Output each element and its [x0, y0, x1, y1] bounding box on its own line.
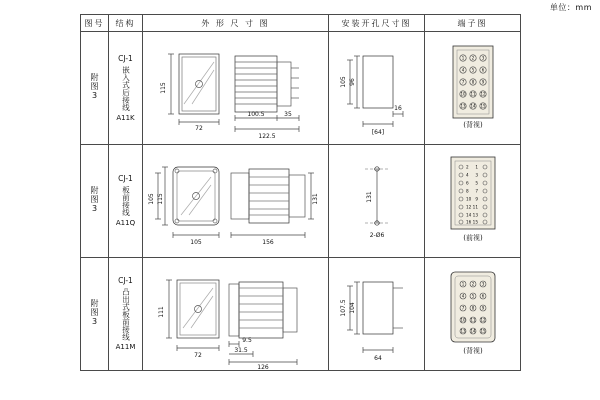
- cell-fig-no: [81, 258, 109, 371]
- fig-no-label: 附图3: [90, 73, 99, 101]
- svg-text:14: 14: [466, 212, 472, 218]
- cell-terminal-drawing: [425, 32, 521, 145]
- cutout-dim-height-inner: 96: [349, 78, 356, 86]
- dim-height-left: 111: [158, 306, 165, 318]
- svg-text:5: 5: [471, 67, 475, 73]
- dim-height-left: 115: [160, 82, 167, 94]
- svg-text:6: 6: [466, 180, 469, 186]
- dim-width-bottom: 105: [190, 239, 202, 246]
- svg-text:10: 10: [466, 196, 472, 202]
- svg-text:2: 2: [471, 281, 475, 287]
- cell-cutout-drawing: [329, 258, 425, 371]
- structure-model: CJ-1: [118, 275, 133, 285]
- svg-text:7: 7: [461, 305, 465, 311]
- svg-text:3: 3: [475, 172, 478, 178]
- svg-text:9: 9: [481, 79, 485, 85]
- terminal-caption: (背视): [463, 121, 483, 129]
- svg-text:8: 8: [471, 79, 475, 85]
- cell-structure: [109, 145, 143, 258]
- table-header-row: [81, 15, 521, 32]
- svg-text:11: 11: [470, 91, 476, 97]
- svg-text:5: 5: [471, 293, 475, 299]
- svg-text:4: 4: [461, 293, 465, 299]
- header-cutout: 安装开孔尺寸图: [329, 15, 425, 32]
- terminal-caption: (背视): [463, 347, 483, 355]
- cutout-hole-note: 2-Ø6: [369, 232, 385, 239]
- svg-text:15: 15: [480, 328, 486, 334]
- svg-text:7: 7: [475, 188, 478, 194]
- structure-desc: 嵌入式后接线: [121, 65, 131, 111]
- cell-outline-drawing: [143, 32, 329, 145]
- table-row: [81, 32, 521, 145]
- svg-text:7: 7: [461, 79, 465, 85]
- svg-text:3: 3: [481, 55, 485, 61]
- dim-depth-small: 9.5: [242, 337, 252, 344]
- dim-height-right: 131: [312, 193, 319, 205]
- svg-text:14: 14: [470, 103, 476, 109]
- cell-fig-no: [81, 32, 109, 145]
- dim-depth-top: 100.5: [247, 111, 265, 118]
- svg-text:13: 13: [460, 103, 466, 109]
- dim-width-bottom: 72: [195, 125, 203, 132]
- svg-text:11: 11: [470, 317, 476, 323]
- svg-text:3: 3: [481, 281, 485, 287]
- terminal-caption: (前视): [463, 234, 483, 242]
- structure-desc: 凸出式板前接线: [121, 287, 131, 341]
- cutout-dim-height: 105: [340, 76, 347, 88]
- structure-code: A11Q: [115, 219, 136, 227]
- cell-cutout-drawing: [329, 145, 425, 258]
- cell-cutout-drawing: [329, 32, 425, 145]
- svg-text:6: 6: [481, 293, 485, 299]
- cutout-dim-width-bottom: [64]: [371, 129, 385, 136]
- cutout-dim-width-small: 16: [394, 105, 402, 112]
- dim-depth-total: 122.5: [258, 133, 276, 140]
- structure-model: CJ-1: [118, 53, 133, 63]
- svg-text:8: 8: [471, 305, 475, 311]
- svg-text:2: 2: [471, 55, 475, 61]
- svg-text:2: 2: [466, 164, 469, 170]
- header-outline: 外 形 尺 寸 图: [143, 15, 329, 32]
- cutout-dim-width-bottom: 64: [374, 355, 382, 362]
- svg-text:16: 16: [466, 219, 472, 225]
- svg-text:5: 5: [475, 180, 478, 186]
- dim-height-inner: 105: [148, 193, 155, 205]
- cell-structure: [109, 258, 143, 371]
- dim-width-bottom: 72: [194, 352, 202, 359]
- dim-depth-rear: 35: [284, 111, 292, 118]
- svg-text:14: 14: [470, 328, 476, 334]
- structure-desc: 板前接线: [121, 186, 131, 216]
- svg-text:11: 11: [472, 204, 478, 210]
- cell-structure: [109, 32, 143, 145]
- cutout-dim-height: 131: [366, 191, 373, 203]
- svg-text:1: 1: [461, 281, 465, 287]
- svg-text:1: 1: [461, 55, 465, 61]
- dim-height-left: 115: [157, 193, 164, 205]
- svg-text:6: 6: [481, 67, 485, 73]
- fig-no-label: 附图3: [90, 299, 99, 327]
- svg-text:10: 10: [460, 317, 466, 323]
- svg-text:9: 9: [481, 305, 485, 311]
- svg-text:15: 15: [480, 103, 486, 109]
- cutout-dim-height: 107.5: [340, 299, 347, 317]
- dim-depth-total: 156: [262, 239, 274, 246]
- dim-depth-total: 126: [257, 364, 269, 370]
- cell-terminal-drawing: [425, 258, 521, 371]
- svg-text:1: 1: [475, 164, 478, 170]
- svg-text:4: 4: [466, 172, 469, 178]
- structure-model: CJ-1: [118, 174, 133, 183]
- header-structure: 结构: [109, 15, 143, 32]
- svg-text:12: 12: [480, 91, 486, 97]
- svg-text:13: 13: [472, 212, 478, 218]
- cutout-dim-height-inner: 104: [349, 302, 356, 314]
- cell-outline-drawing: [143, 145, 329, 258]
- svg-text:13: 13: [460, 328, 466, 334]
- cell-terminal-drawing: [425, 145, 521, 258]
- header-terminal: 端子图: [425, 15, 521, 32]
- structure-code: A11K: [116, 113, 135, 122]
- table-row: [81, 145, 521, 258]
- svg-text:10: 10: [460, 91, 466, 97]
- svg-text:15: 15: [472, 219, 478, 225]
- cell-fig-no: [81, 145, 109, 258]
- header-fig-no: 图号: [81, 15, 109, 32]
- svg-text:9: 9: [475, 196, 478, 202]
- svg-text:12: 12: [480, 317, 486, 323]
- table-row: [81, 258, 521, 371]
- unit-note: 单位：mm: [549, 3, 592, 12]
- dim-depth-mid: 31.5: [234, 347, 248, 354]
- fig-no-label: 附图3: [90, 186, 99, 214]
- cell-outline-drawing: [143, 258, 329, 371]
- spec-table: [80, 14, 521, 371]
- svg-text:12: 12: [466, 204, 472, 210]
- structure-code: A11M: [115, 343, 136, 352]
- svg-text:8: 8: [466, 188, 469, 194]
- svg-text:4: 4: [461, 67, 465, 73]
